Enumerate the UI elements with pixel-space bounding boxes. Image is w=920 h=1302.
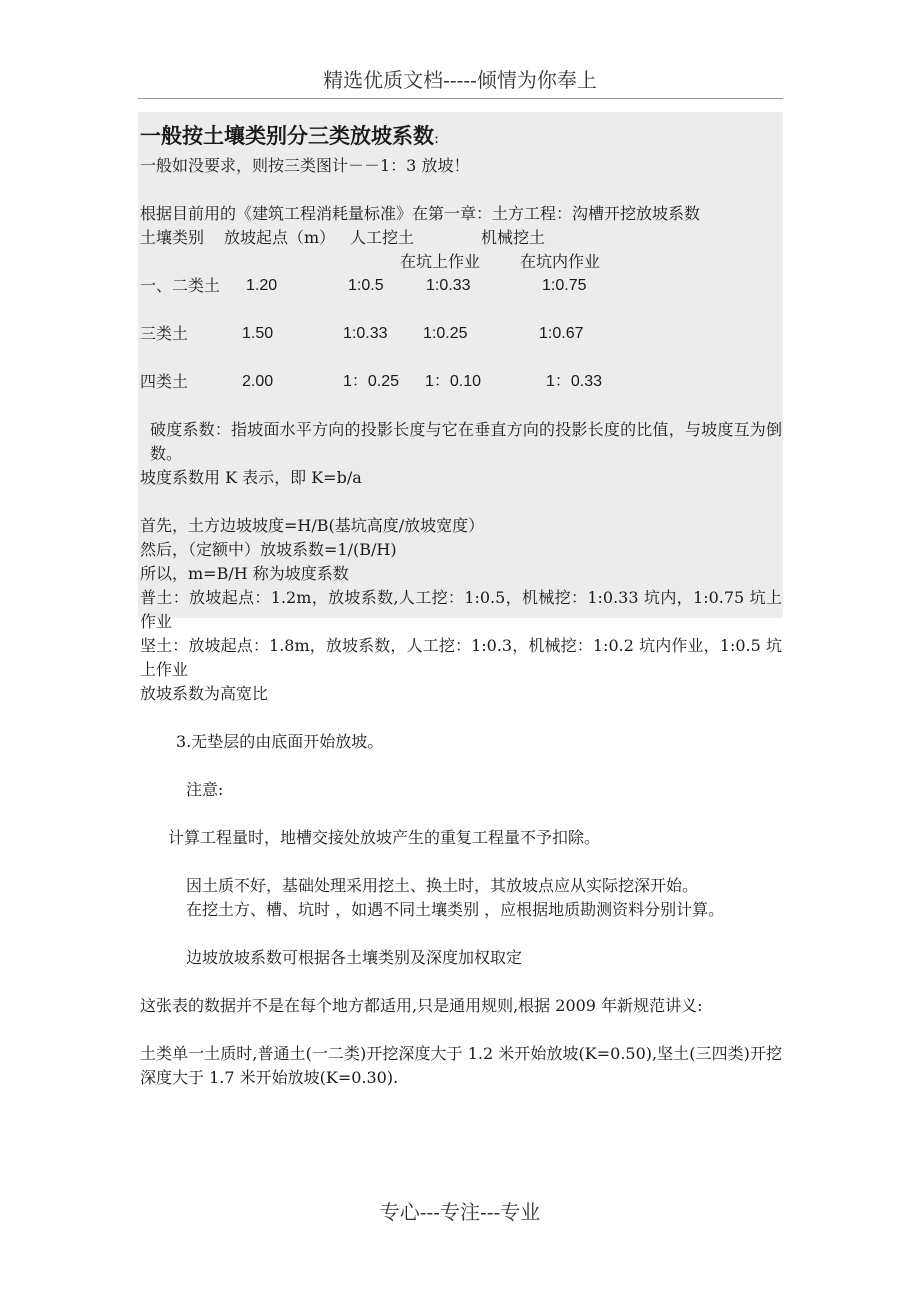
header-divider (138, 98, 783, 99)
pit-top-cell: 1:0.25 (423, 325, 468, 342)
formula-first: 首先，土方边坡坡度=H/B(基坑高度/放坡宽度） (140, 516, 485, 535)
pit-top-cell: 1:0.33 (426, 277, 471, 294)
hard-soil-paragraph: 坚土：放坡起点：1.8m，放坡系数，人工挖：1:0.3，机械挖：1:0.2 坑内作业，1:0.5 坑上作业 (140, 636, 782, 679)
manual-cell: 1：0.25 (343, 373, 400, 390)
manual-cell: 1:0.5 (348, 277, 384, 294)
pit-inside-cell: 1：0.33 (546, 373, 603, 390)
soil-type-cell: 一、二类土 (140, 276, 221, 295)
attention-label: 注意: (186, 780, 224, 799)
page-header: 精选优质文档-----倾情为你奉上 (323, 68, 597, 92)
slope-definition-paragraph: 破度系数：指坡面水平方向的投影长度与它在垂直方向的投影长度的比值，与坡度互为倒数。 (150, 420, 782, 463)
no-cushion-line: 3.无垫层的由底面开始放坡。 (176, 732, 384, 751)
single-soil-paragraph: 土类单一土质时,普通土(一二类)开挖深度大于 1.2 米开始放坡(K=0.50),坚土(三四类)开挖深度大于 1.7 米开始放坡(K=0.30). (140, 1044, 782, 1087)
section-title (140, 118, 782, 154)
col-pit-top: 在坑上作业 (400, 252, 481, 271)
table-subheader-row (140, 250, 782, 274)
manual-cell: 1:0.33 (343, 325, 388, 342)
col-pit-inside: 在坑内作业 (520, 252, 601, 271)
formula-so: 所以，m=B/H 称为坡度系数 (140, 564, 349, 583)
document-body (140, 118, 782, 1090)
pit-inside-cell: 1:0.75 (542, 277, 587, 294)
table-row (140, 322, 782, 346)
table-row (140, 370, 782, 394)
table-header-row (140, 226, 782, 250)
soil-type-cell: 四类土 (140, 372, 189, 391)
slope-start-cell: 2.00 (242, 373, 274, 390)
col-slope-start: 放坡起点（m） (224, 228, 336, 247)
table-row (140, 274, 782, 298)
poor-soil-line: 因土质不好，基础处理采用挖土、换土时，其放坡点应从实际挖深开始。 (186, 876, 699, 895)
col-manual-dig: 人工挖土 (350, 228, 415, 247)
title-colon: : (434, 129, 440, 147)
pit-inside-cell: 1:0.67 (539, 325, 584, 342)
different-soil-paragraph: 在挖土方、槽、坑时 ，如遇不同土壤类别 ，应根据地质勘测资料分别计算。 (186, 900, 725, 919)
page-footer: 专心---专注---专业 (379, 1200, 541, 1224)
slope-start-cell: 1.20 (246, 277, 278, 294)
title-text: 一般按土壤类别分三类放坡系数 (140, 124, 434, 148)
no-deduct-line: 计算工程量时，地槽交接处放坡产生的重复工程量不予扣除。 (168, 828, 601, 847)
standard-paragraph: 根据目前用的《建筑工程消耗量标准》在第一章：土方工程：沟槽开挖放坡系数 (140, 204, 701, 223)
slope-start-cell: 1.50 (242, 325, 274, 342)
col-machine-dig: 机械挖土 (481, 228, 546, 247)
weighted-line: 边坡放坡系数可根据各土壤类别及深度加权取定 (186, 948, 523, 967)
col-soil-type: 土壤类别 (140, 228, 205, 247)
intro-line: 一般如没要求，则按三类图计－－1：3 放坡！ (140, 156, 470, 175)
not-universal-line: 这张表的数据并不是在每个地方都适用,只是通用规则,根据 2009 年新规范讲义: (140, 996, 703, 1015)
ordinary-soil-paragraph: 普土：放坡起点：1.2m，放坡系数,人工挖：1:0.5，机械挖：1:0.33 坑内，1:0.75 坑上作业 (140, 588, 782, 631)
formula-then: 然后，（定额中）放坡系数=1/(B/H) (140, 540, 397, 559)
ratio-note-line: 放坡系数为高宽比 (140, 684, 269, 703)
pit-top-cell: 1：0.10 (425, 373, 482, 390)
slope-k-line: 坡度系数用 K 表示，即 K=b/a (140, 468, 362, 487)
soil-type-cell: 三类土 (140, 324, 189, 343)
